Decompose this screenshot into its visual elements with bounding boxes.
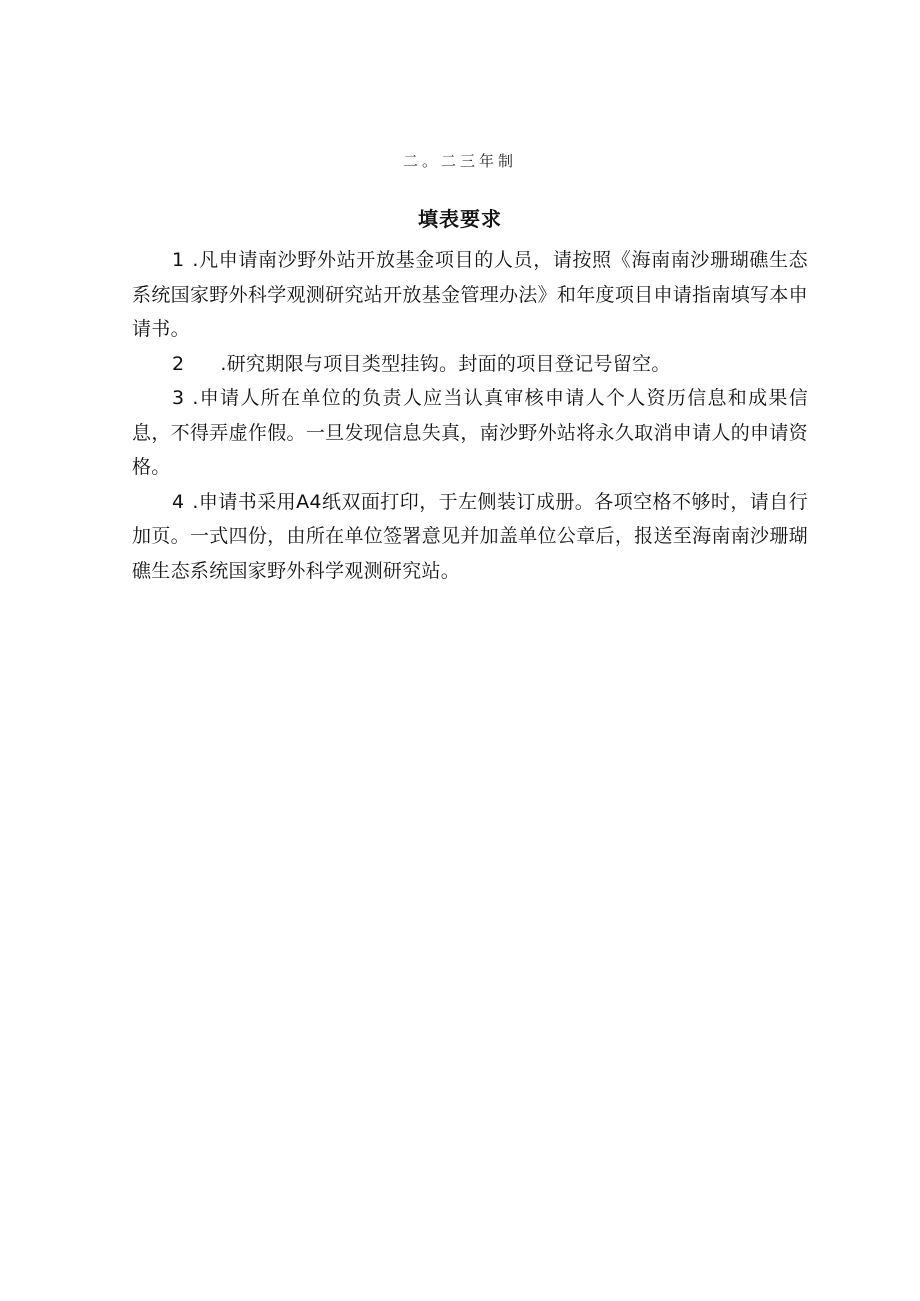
requirement-item-4 <box>132 485 808 589</box>
item-text: .研究期限与项目类型挂钩。封面的项目登记号留空。 <box>220 352 671 375</box>
year-line: 二。二三年制 <box>402 152 517 170</box>
item-text: .凡申请南沙野外站开放基金项目的人员，请按照《海南南沙珊瑚礁生态系统国家野外科学观测研究站开放基金管理办法》和年度项目申请指南填写本申请书。 <box>132 249 808 340</box>
requirement-item-2 <box>132 347 808 382</box>
item-text: .申请书采用A4纸双面打印，于左侧装订成册。各项空格不够时，请自行加页。一式四份，由所在单位签署意见并加盖单位公章后，报送至海南南沙珊瑚礁生态系统国家野外科学观测研究站。 <box>132 490 808 582</box>
requirement-item-3 <box>132 381 808 485</box>
item-number: 1 <box>172 249 185 271</box>
item-number: 3 <box>172 387 185 409</box>
item-number: 2 <box>172 352 185 375</box>
requirement-item-1 <box>132 243 808 347</box>
item-number: 4 <box>172 490 185 513</box>
item-text: .申请人所在单位的负责人应当认真审核申请人个人资历信息和成果信息，不得弄虚作假。一旦发现信息失真，南沙野外站将永久取消申请人的申请资格。 <box>132 387 808 478</box>
requirements-list <box>132 243 808 588</box>
requirements-title: 填表要求 <box>418 207 502 231</box>
